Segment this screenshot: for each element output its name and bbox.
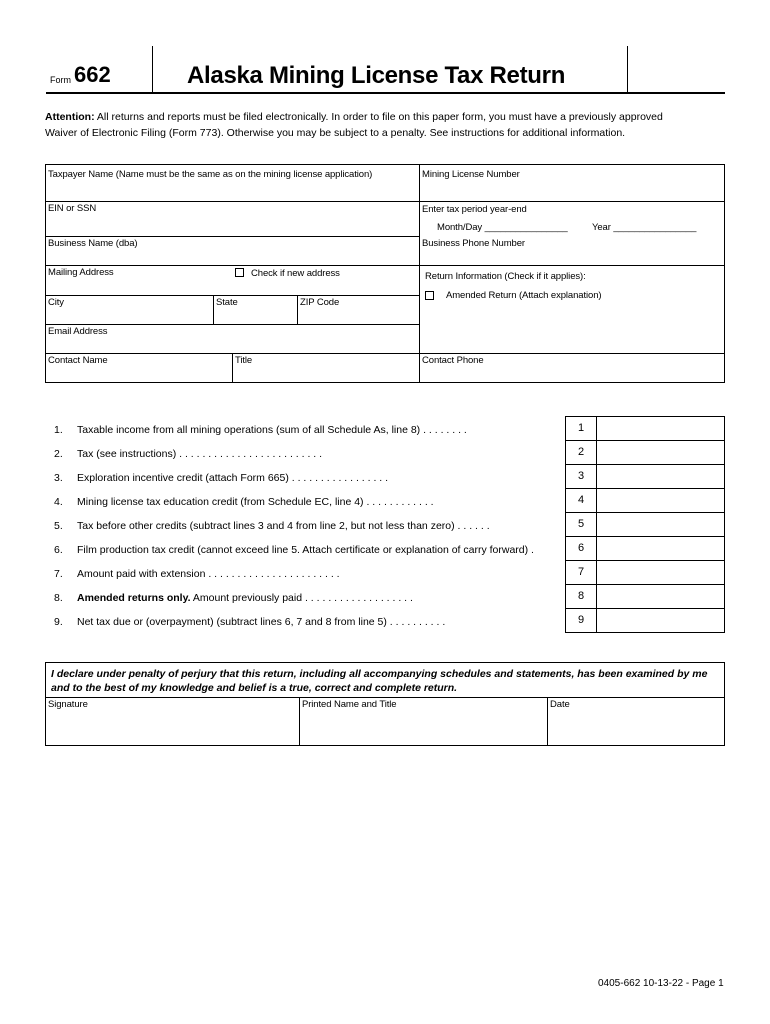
line-1-box: 1 [565,417,725,441]
state-input[interactable] [216,308,296,324]
line-7-box: 7 [565,561,725,585]
header-divider-left [152,46,153,92]
attention-notice [45,109,663,141]
line-4-box: 4 [565,489,725,513]
return-info-label: Return Information (Check if it applies): [425,271,586,282]
printed-name-input[interactable] [302,714,546,744]
line-1-amount-input[interactable] [597,418,725,440]
state-label: State [216,297,238,308]
line-4-amount-input[interactable] [597,490,725,512]
line-6-box: 6 [565,537,725,561]
form-number: 662 [74,62,111,87]
line-6-amount-input[interactable] [597,538,725,560]
page-title: Alaska Mining License Tax Return [187,62,566,89]
signature-input[interactable] [48,714,298,744]
line-3-amount-input[interactable] [597,466,725,488]
tax-period-label: Enter tax period year-end [422,204,527,215]
ein-input[interactable] [48,216,417,234]
attention-line2: Waiver of Electronic Filing (Form 773). Otherwise you may be subject to a penalty. See instructions for additional information. [45,127,626,139]
line-7-amount-input[interactable] [597,562,725,584]
mining-license-number-input[interactable] [422,182,724,200]
declaration-text: I declare under penalty of perjury that this return, including all accompanying schedules and statements, has been examined by me and to the best of my knowledge and belief is a true, correct and complete return. [51,668,708,694]
signature-label: Signature [48,699,88,710]
business-name-label: Business Name (dba) [48,238,138,249]
mailing-address-label: Mailing Address [48,267,114,278]
amended-return-label: Amended Return (Attach explanation) [446,290,602,301]
contact-name-label: Contact Name [48,355,108,366]
zip-input[interactable] [300,308,418,324]
title-input[interactable] [235,366,419,382]
line-8-amount-input[interactable] [597,586,725,608]
contact-phone-label: Contact Phone [422,355,484,366]
new-address-checkbox[interactable] [235,268,244,277]
date-input[interactable] [550,714,724,744]
business-phone-input[interactable] [422,249,724,265]
form-footer-code: 0405-662 10-13-22 - Page 1 [598,978,724,989]
business-name-input[interactable] [48,249,417,265]
line-3-box: 3 [565,465,725,489]
amended-only-label: Amended returns only. [77,592,191,604]
contact-name-input[interactable] [48,366,232,382]
header-divider-right [627,46,628,92]
contact-phone-input[interactable] [422,366,724,382]
new-address-label: Check if new address [251,268,340,279]
taxpayer-name-label: Taxpayer Name (Name must be the same as on the mining license application) [48,169,373,180]
line-9-amount-input[interactable] [597,610,725,632]
line-2-amount-input[interactable] [597,442,725,464]
attention-line1: All returns and reports must be filed electronically. In order to file on this paper form, you must have a previously approved [96,111,663,123]
printed-name-label: Printed Name and Title [302,699,397,710]
email-input[interactable] [48,337,417,353]
form-prefix: Form [50,75,71,85]
city-label: City [48,297,64,308]
line-8-box: 8 [565,585,725,609]
taxpayer-name-input[interactable] [48,182,417,200]
zip-label: ZIP Code [300,297,340,308]
line-5-box: 5 [565,513,725,537]
date-label: Date [550,699,570,710]
attention-label: Attention: [45,111,95,123]
business-phone-label: Business Phone Number [422,238,525,249]
ein-label: EIN or SSN [48,203,97,214]
amended-return-checkbox[interactable] [425,291,434,300]
line-9-box: 9 [565,609,725,633]
title-label: Title [235,355,253,366]
email-label: Email Address [48,326,108,337]
mining-license-number-label: Mining License Number [422,169,520,180]
month-day-field[interactable]: Month/Day ________________ [437,222,568,233]
year-field[interactable]: Year ________________ [592,222,697,233]
line-2-box: 2 [565,441,725,465]
header-rule [46,92,725,94]
city-input[interactable] [48,308,212,324]
line-5-amount-input[interactable] [597,514,725,536]
